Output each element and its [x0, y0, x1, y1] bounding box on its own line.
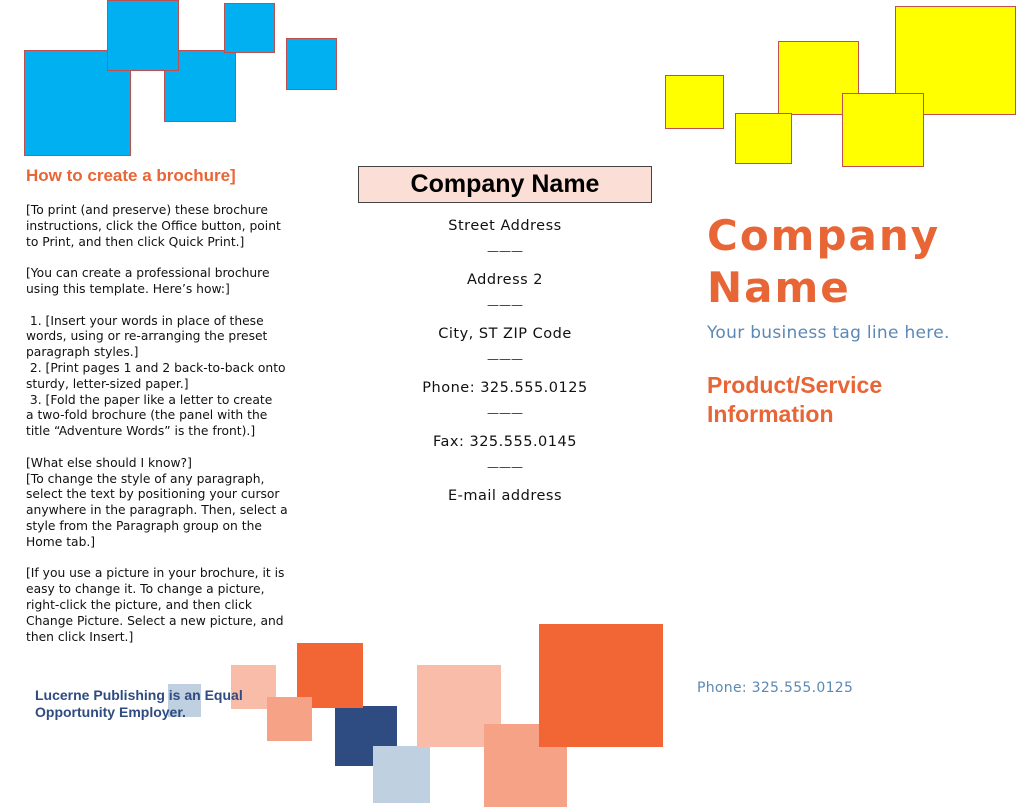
separator: ———: [487, 352, 523, 366]
text-line: using this template. Here’s how:]: [26, 281, 230, 296]
blue-square-small-2: [286, 38, 337, 90]
text-line: Company: [707, 211, 941, 260]
email-address: E-mail address: [447, 488, 563, 504]
text-line: words, using or re-arranging the preset: [26, 329, 268, 344]
instructions-paragraph-create: [26, 266, 290, 298]
separator: ———: [487, 244, 523, 258]
text-line: Opportunity Employer.: [35, 704, 186, 720]
yellow-square-small: [665, 75, 724, 129]
address-block: [358, 217, 652, 506]
text-line: [If you use a picture in your brochure, it is: [26, 566, 285, 581]
text-line: 3. [Fold the paper like a letter to create: [26, 392, 273, 407]
salmon-square-a: [267, 697, 312, 741]
text-line: style from the Paragraph group on the: [26, 518, 262, 533]
blue-square-small-1: [224, 3, 275, 53]
text-line: [To print (and preserve) these brochure: [26, 203, 268, 217]
blue-square-top: [107, 0, 179, 71]
instructions-paragraph-style: [26, 456, 290, 551]
instructions-paragraph-print: [26, 203, 290, 250]
text-line: Lucerne Publishing is an Equal: [35, 687, 243, 703]
text-line: easy to change it. To change a picture,: [26, 582, 265, 597]
yellow-square-small-2: [735, 113, 792, 164]
instructions-body: [26, 203, 290, 661]
text-line: Information: [707, 401, 834, 427]
fax-number: Fax: 325.555.0145: [433, 434, 577, 450]
text-line: anywhere in the paragraph. Then, select a: [26, 503, 288, 518]
separator: ———: [487, 460, 523, 474]
text-line: [To change the style of any paragraph,: [26, 471, 265, 486]
text-line: then click Insert.]: [26, 629, 134, 644]
text-line: 2. [Print pages 1 and 2 back-to-back onto: [26, 360, 286, 375]
equal-opportunity-statement: [35, 687, 265, 721]
phone-number: Phone: 325.555.0125: [422, 380, 588, 396]
text-line: instructions, click the Office button, point: [26, 218, 281, 233]
cover-phone: Phone: 325.555.0125: [697, 680, 854, 696]
text-line: Change Picture. Select a new picture, and: [26, 613, 284, 628]
instructions-paragraph-picture: [26, 566, 290, 645]
separator: ———: [487, 406, 523, 420]
orange-square-large: [539, 624, 663, 747]
tagline: Your business tag line here.: [707, 323, 950, 343]
instructions-heading: How to create a brochure]: [26, 166, 236, 185]
text-line: to Print, and then click Quick Print.]: [26, 234, 245, 249]
street-address: Street Address: [448, 218, 562, 234]
text-line: [You can create a professional brochure: [26, 266, 270, 281]
text-line: 1. [Insert your words in place of these: [26, 313, 264, 328]
text-line: select the text by positioning your cursor: [26, 487, 280, 502]
separator: ———: [487, 298, 523, 312]
cover-company-name: [707, 210, 940, 314]
text-line: sturdy, letter-sized paper.]: [26, 376, 189, 391]
city-state-zip: City, ST ZIP Code: [438, 326, 572, 342]
text-line: Product/Service: [707, 372, 883, 398]
instructions-paragraph-steps: [26, 314, 290, 440]
text-line: Home tab.]: [26, 534, 96, 549]
text-line: a two-fold brochure (the panel with the: [26, 408, 268, 423]
yellow-square-mid-2: [842, 93, 924, 167]
text-line: paragraph styles.]: [26, 345, 139, 360]
text-line: title “Adventure Words” is the front).]: [26, 424, 256, 439]
company-name-box: Company Name: [358, 166, 652, 203]
text-line: right-click the picture, and then click: [26, 597, 252, 612]
address-line-2: Address 2: [466, 272, 544, 288]
text-line: Name: [707, 263, 851, 312]
text-line: [What else should I know?]: [26, 455, 192, 470]
product-service-heading: [707, 371, 882, 429]
lightblue-square: [373, 746, 430, 803]
